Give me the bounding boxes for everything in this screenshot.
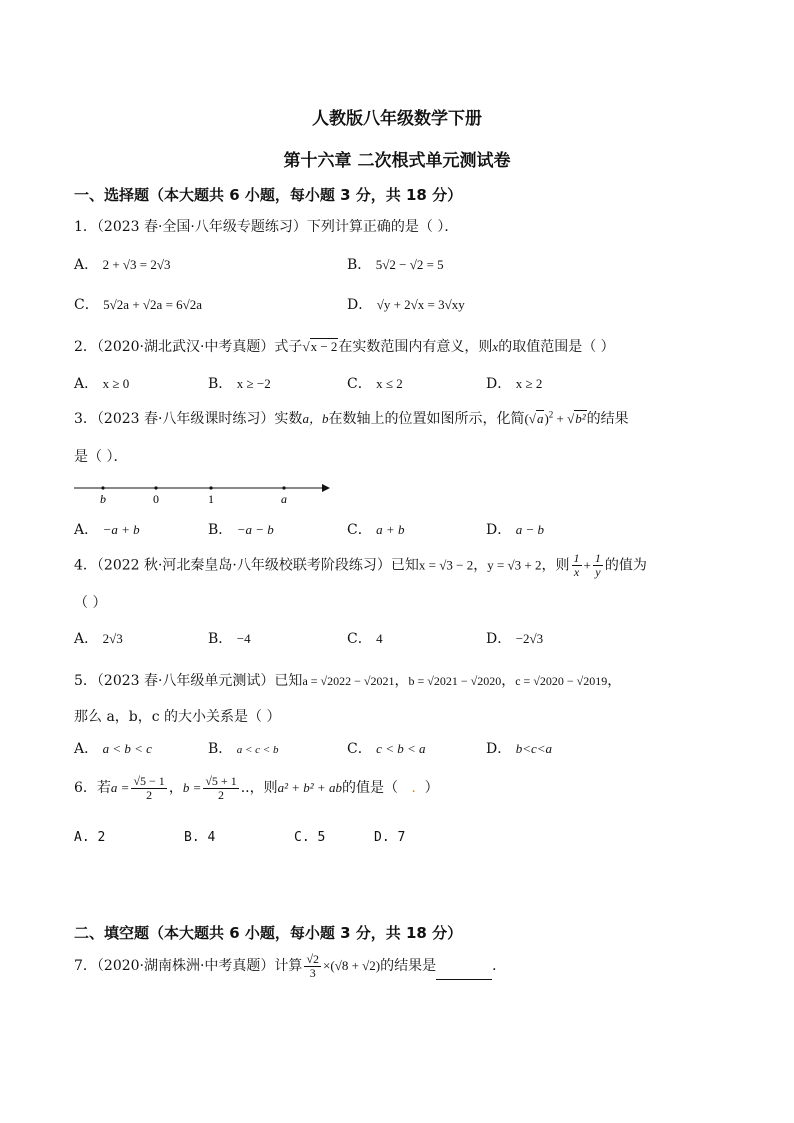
q5-option-c [347, 738, 426, 758]
option-label: C． [347, 741, 372, 757]
sqrt-expression: √x − 2 [302, 339, 338, 354]
point-b [101, 486, 104, 489]
option-label: D． [486, 522, 512, 538]
stem-text: ． [492, 958, 507, 974]
denominator: y [595, 565, 601, 579]
option-label: D． [486, 741, 512, 757]
option-expression: x ≥ 0 [102, 376, 130, 391]
q3-option-b [208, 519, 274, 539]
question-2-stem [74, 336, 615, 356]
q5-option-b [208, 738, 278, 758]
q1-option-c [74, 294, 202, 314]
option-expression: √y + 2√x = 3√xy [376, 297, 465, 312]
document-subtitle: 第十六章 二次根式单元测试卷 [283, 151, 511, 171]
y-definition: y = √3 + 2 [487, 557, 542, 573]
option-expression: −a − b [236, 522, 274, 537]
option-expression: x ≤ 2 [376, 376, 403, 391]
b-definition: b = √2021 − √2020 [408, 674, 502, 688]
q3-option-a [74, 519, 140, 539]
variable-a: a = [110, 780, 130, 795]
option-expression: 5√2a + √2a = 6√2a [103, 297, 203, 312]
label-1: 1 [208, 492, 214, 506]
question-3-stem [74, 408, 629, 428]
numerator: 1 [573, 551, 580, 565]
option-label: B． [208, 522, 233, 538]
dots: .. [240, 780, 250, 796]
q5-option-d [486, 738, 552, 758]
stem-text: 7．（2020·湖南株洲·中考真题）计算 [74, 958, 303, 974]
arrow-icon [322, 484, 330, 492]
option-label: A． [74, 631, 99, 647]
question-7-stem [74, 952, 506, 980]
question-5-stem [74, 670, 621, 690]
option-label: C． [74, 297, 99, 313]
variables: a，b [302, 411, 329, 426]
q2-option-a [74, 373, 129, 393]
question-4-stem [74, 552, 647, 579]
separator: ， [394, 673, 409, 689]
stem-text: ，则 [249, 780, 278, 796]
option-label: A． [74, 376, 99, 392]
a-definition: a = √2022 − √2021 [302, 674, 395, 688]
point-0 [154, 486, 157, 489]
option-expression: 5√2 − √2 = 5 [375, 257, 444, 272]
q6-option-b: B. 4 [184, 830, 216, 845]
stem-text: 3．（2023 春·八年级课时练习）实数 [74, 411, 303, 427]
product-expression: ×(√8 + √2) [323, 958, 381, 973]
q4-option-b [208, 628, 251, 648]
stem-text: 的取值范围是（ ） [498, 339, 615, 355]
q3-option-c [347, 519, 404, 539]
separator: ， [473, 557, 488, 574]
radicand-b: b² [575, 411, 586, 426]
simplify-expression: $(√a)^2 + √b^2$ [524, 409, 586, 426]
document-title: 人教版八年级数学下册 [312, 109, 482, 129]
fraction-sqrt2-over-3 [304, 953, 321, 980]
option-label: D． [347, 297, 373, 313]
option-expression: −4 [236, 631, 251, 646]
q4-option-a [74, 628, 123, 648]
stem-text: 6．若 [74, 780, 111, 796]
denominator: x [573, 565, 580, 579]
q1-option-d [347, 294, 465, 314]
option-label: C． [347, 376, 372, 392]
fraction-1-over-y [593, 552, 603, 579]
option-expression: 4 [376, 631, 383, 646]
orange-dot: . [411, 780, 416, 796]
option-expression: c < b < a [376, 741, 426, 756]
question-3-stem-line2: 是（ ）． [74, 449, 128, 465]
radicand: x − 2 [310, 339, 338, 354]
option-expression: a − b [515, 522, 544, 537]
option-label: B． [208, 741, 233, 757]
fraction-1-over-x [572, 552, 582, 579]
separator: ， [168, 780, 183, 796]
q4-option-c [347, 628, 383, 648]
q1-option-a [74, 254, 171, 274]
option-expression: x ≥ 2 [515, 376, 543, 391]
variable: x [492, 339, 499, 354]
stem-text: 的结果是 [380, 958, 437, 974]
option-label: B． [208, 376, 233, 392]
number-line-figure [70, 478, 332, 506]
option-expression: a + b [376, 522, 405, 537]
label-0: 0 [153, 492, 159, 506]
numerator: √5 − 1 [133, 773, 165, 788]
stem-text: 的结果 [586, 411, 629, 427]
label-b: b [100, 492, 106, 506]
radicand-a: a [536, 411, 544, 426]
fraction-b [203, 775, 238, 802]
q1-option-b [347, 254, 444, 274]
question-6-stem [74, 774, 439, 802]
variable-b: b = [182, 780, 202, 795]
separator: ， [607, 673, 622, 689]
option-label: A． [74, 522, 99, 538]
option-expression: −2√3 [515, 631, 544, 646]
x-definition: x = √3 − 2 [418, 557, 474, 573]
option-label: B． [208, 631, 233, 647]
label-a: a [281, 492, 287, 506]
option-expression: −a + b [102, 522, 140, 537]
option-label: A． [74, 741, 99, 757]
plus-sign: + [583, 557, 591, 573]
point-a [282, 486, 285, 489]
option-expression: b<c<a [515, 741, 553, 756]
fraction-a [131, 775, 166, 802]
stem-text: 的值为 [604, 557, 647, 574]
stem-text: 5．（2023 春·八年级单元测试）已知 [74, 673, 303, 689]
question-5-stem-line2: 那么 a，b，c 的大小关系是（ ） [74, 709, 281, 725]
c-definition: c = √2020 − √2019 [515, 674, 608, 688]
question-1-stem: 1．（2023 春·全国·八年级专题练习）下列计算正确的是（ ）． [74, 219, 459, 235]
exponent: 2 [548, 409, 554, 420]
q2-option-c [347, 373, 403, 393]
option-label: B． [347, 257, 372, 273]
stem-text: 的值是（ [341, 780, 398, 796]
q6-option-a: A. 2 [74, 830, 106, 845]
option-expression: 2 + √3 = 2√3 [102, 257, 171, 272]
option-expression: a < c < b [236, 744, 279, 756]
question-4-stem-line2: （ ） [74, 595, 107, 611]
q3-option-d [486, 519, 544, 539]
denominator: 2 [218, 787, 225, 802]
section-heading-fill: 二、填空题（本大题共 6 小题，每小题 3 分，共 18 分） [74, 924, 463, 942]
q5-option-a [74, 738, 152, 758]
denominator: 3 [309, 965, 316, 980]
option-label: C． [347, 631, 372, 647]
answer-blank[interactable] [436, 965, 492, 980]
stem-text: 2．（2020·湖北武汉·中考真题）式子 [74, 339, 303, 355]
point-1 [209, 486, 212, 489]
stem-text: ） [424, 780, 439, 796]
option-expression: a < b < c [102, 741, 152, 756]
section-heading-choice: 一、选择题（本大题共 6 小题，每小题 3 分，共 18 分） [74, 186, 463, 204]
numerator: √2 [306, 951, 320, 966]
stem-text: ，则 [541, 557, 570, 574]
option-expression: 2√3 [102, 631, 123, 646]
q4-option-d [486, 628, 543, 648]
stem-text: 4．（2022 秋·河北秦皇岛·八年级校联考阶段练习）已知 [74, 557, 419, 574]
option-label: A． [74, 257, 99, 273]
stem-text: 在实数范围内有意义，则 [338, 339, 493, 355]
q2-option-b [208, 373, 271, 393]
stem-text: 在数轴上的位置如图所示，化简 [328, 411, 525, 427]
option-label: C． [347, 522, 372, 538]
separator: ， [501, 673, 516, 689]
target-expression: a² + b² + ab [277, 780, 342, 795]
q6-option-c: C. 5 [294, 830, 326, 845]
numerator: √5 + 1 [205, 773, 237, 788]
numerator: 1 [594, 551, 601, 565]
option-label: D． [486, 376, 512, 392]
q6-option-d: D. 7 [374, 830, 406, 845]
q2-option-d [486, 373, 542, 393]
option-expression: x ≥ −2 [236, 376, 271, 391]
option-label: D． [486, 631, 512, 647]
denominator: 2 [146, 787, 153, 802]
